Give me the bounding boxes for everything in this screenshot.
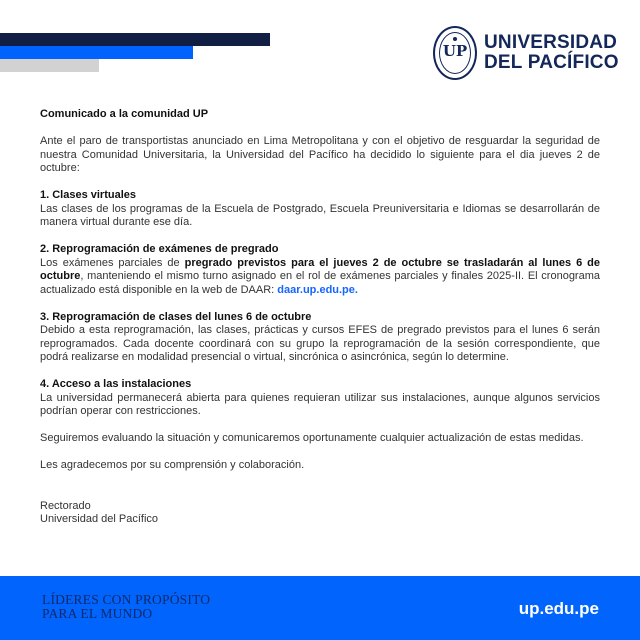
announcement-body bbox=[40, 108, 600, 527]
section-1-body: Las clases de los programas de la Escuela de Postgrado, Escuela Preuniversitaria e Idiomas se desarrollarán de manera virtual durante ese día. bbox=[40, 202, 600, 228]
university-logo bbox=[433, 26, 619, 80]
seal-monogram: UP bbox=[442, 42, 468, 60]
signature-line1: Rectorado bbox=[40, 499, 91, 512]
section-4-body: La universidad permanecerá abierta para quienes requieran utilizar sus instalaciones, aunque algunos servicios podrían operar con restricciones. bbox=[40, 391, 600, 417]
wordmark-line2: DEL PACÍFICO bbox=[484, 52, 619, 73]
slogan-line1: LÍDERES CON PROPÓSITO bbox=[42, 592, 211, 607]
followup-paragraph: Seguiremos evaluando la situación y comunicaremos oportunamente cualquier actualización de estas medidas. bbox=[40, 432, 584, 444]
section-3-body: Debido a esta reprogramación, las clases, prácticas y cursos EFES de pregrado previstos para el lunes 6 serán reprogramados. Cada docente coordinará con su grupo la reprogramación de la sesión correspondiente, que podrá realizarse en modalidad presencial o virtual, sincrónica o asincrónica, según lo determine. bbox=[40, 324, 600, 363]
wordmark-line1: UNIVERSIDAD bbox=[484, 32, 618, 53]
thanks-paragraph: Les agradecemos por su comprensión y colaboración. bbox=[40, 459, 305, 471]
section-2-text-pre: Los exámenes parciales de bbox=[40, 256, 185, 269]
decorative-bar-blue bbox=[0, 46, 193, 59]
section-2-text-post: , manteniendo el mismo turno asignado en el rol de exámenes parciales y finales 2025-II. El cronograma actualizado está disponible en la web de DAAR: bbox=[40, 270, 600, 296]
university-seal-icon bbox=[433, 26, 477, 80]
decorative-bar-gray bbox=[0, 59, 99, 72]
intro-paragraph: Ante el paro de transportistas anunciado en Lima Metropolitana y con el objetivo de resguardar la seguridad de nuestra Comunidad Universitaria, la Universidad del Pacífico ha decidido lo siguiente para el dia jueves 2 de octubre: bbox=[40, 135, 600, 174]
signature-line2: Universidad del Pacífico bbox=[40, 513, 159, 525]
section-4-heading: 4. Acceso a las instalaciones bbox=[40, 378, 192, 390]
decorative-bar-navy bbox=[0, 33, 270, 46]
footer-banner bbox=[0, 576, 640, 640]
section-2-heading: 2. Reprogramación de exámenes de pregrado bbox=[40, 243, 279, 255]
university-wordmark bbox=[484, 33, 619, 73]
section-2-body bbox=[40, 257, 600, 298]
section-1-heading: 1. Clases virtuales bbox=[40, 189, 137, 201]
section-2-text-bold: pregrado previstos para el jueves 2 de octubre se trasladarán al lunes 6 de octubre bbox=[40, 256, 601, 282]
announcement-title: Comunicado a la comunidad UP bbox=[40, 108, 209, 120]
footer-slogan bbox=[42, 593, 210, 621]
daar-link[interactable]: daar.up.edu.pe. bbox=[277, 283, 358, 296]
footer-website-link[interactable]: up.edu.pe bbox=[518, 599, 599, 618]
slogan-line2: PARA EL MUNDO bbox=[42, 606, 153, 621]
section-3-heading: 3. Reprogramación de clases del lunes 6 de octubre bbox=[40, 310, 312, 323]
